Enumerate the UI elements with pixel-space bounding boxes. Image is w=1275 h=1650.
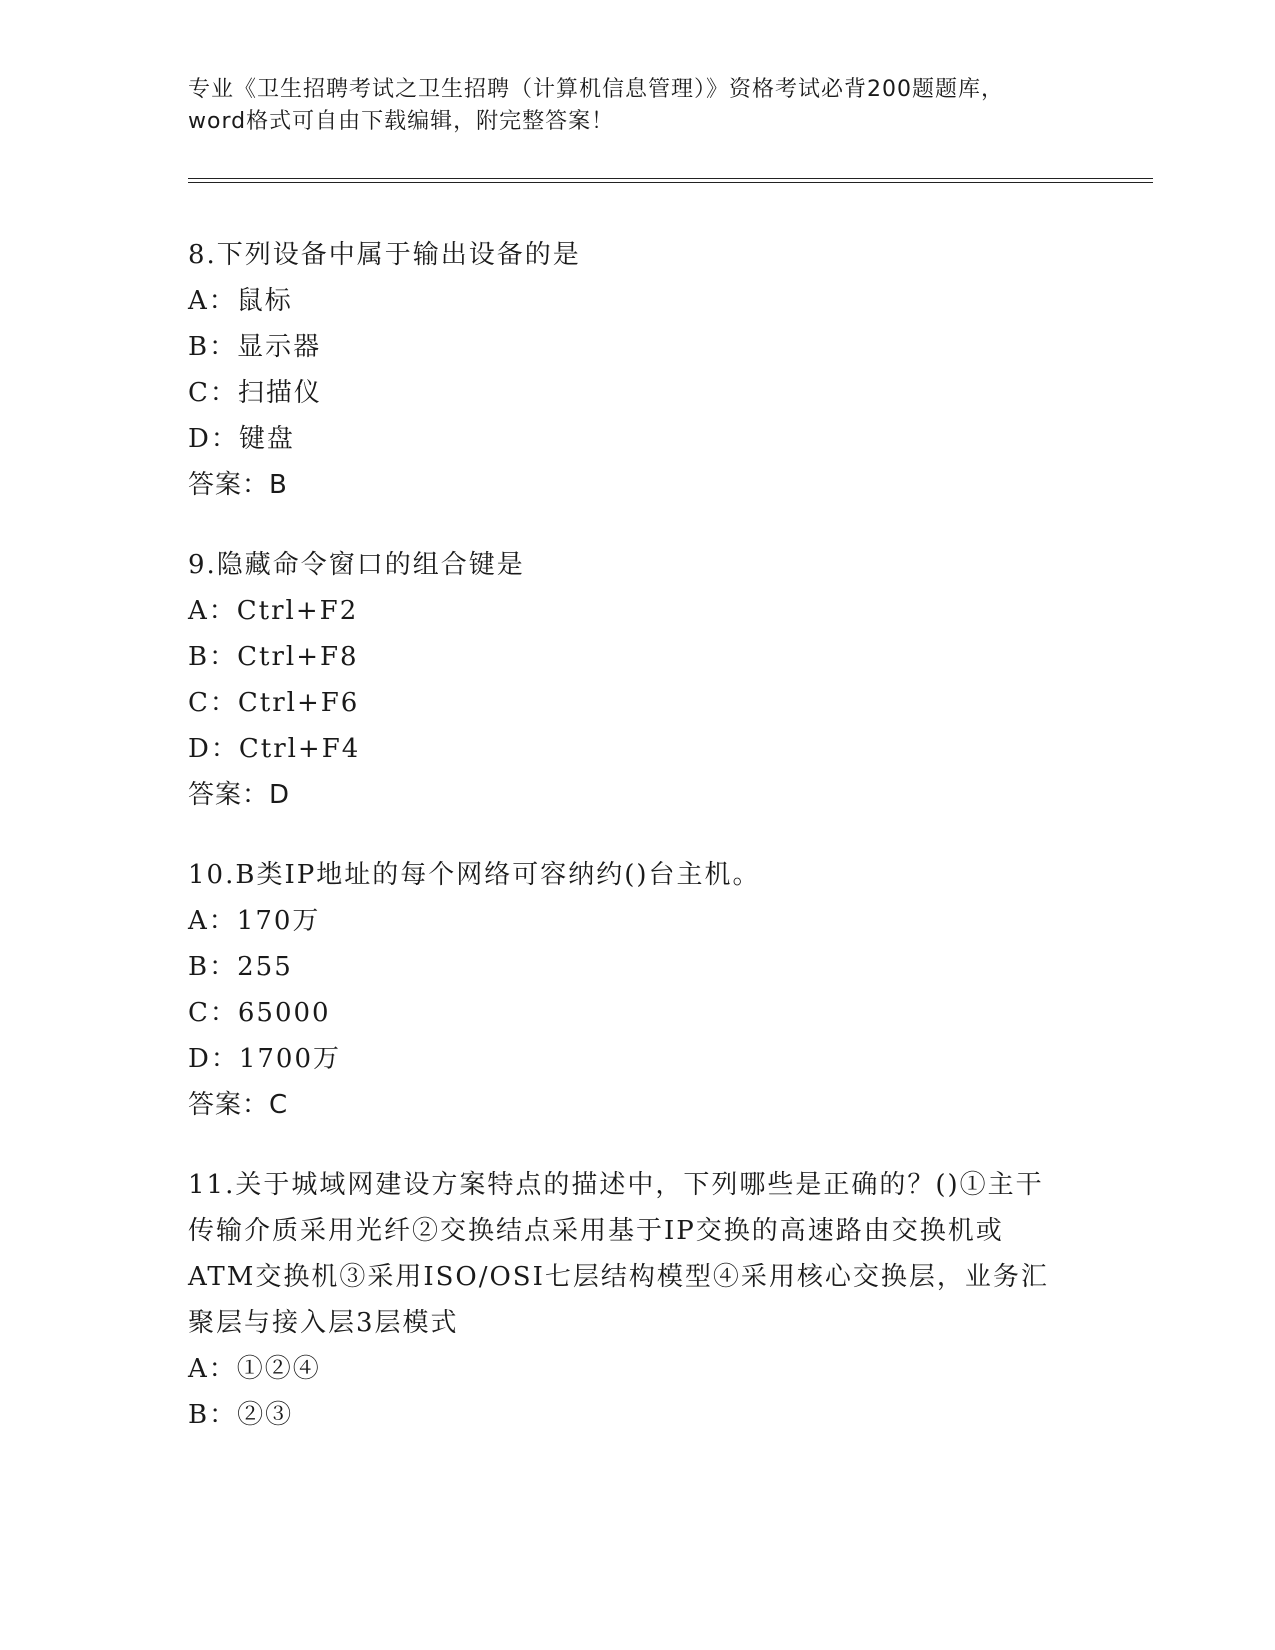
question-title: 9.隐藏命令窗口的组合键是 bbox=[188, 550, 525, 580]
header-divider bbox=[188, 178, 1153, 183]
option-a: A：鼠标 bbox=[188, 286, 293, 316]
question-title: 8.下列设备中属于输出设备的是 bbox=[188, 240, 581, 270]
option-d: D：Ctrl+F4 bbox=[188, 734, 361, 764]
option-b: B：显示器 bbox=[188, 332, 322, 362]
question-9 bbox=[188, 542, 1088, 818]
answer-line: 答案：B bbox=[188, 470, 288, 500]
option-d: D：键盘 bbox=[188, 424, 295, 454]
option-a: A：170万 bbox=[188, 906, 321, 936]
option-b: B：255 bbox=[188, 952, 293, 982]
option-c: C：扫描仪 bbox=[188, 378, 322, 408]
option-d: D：1700万 bbox=[188, 1044, 342, 1074]
question-11 bbox=[188, 1162, 1088, 1438]
question-title bbox=[188, 1162, 1088, 1346]
option-b: B：Ctrl+F8 bbox=[188, 642, 359, 672]
question-title: 10.B类IP地址的每个网络可容纳约()台主机。 bbox=[188, 860, 761, 890]
option-a: A：Ctrl+F2 bbox=[188, 596, 359, 626]
header-line-2: word格式可自由下载编辑，附完整答案！ bbox=[188, 109, 615, 134]
document-header bbox=[188, 74, 1088, 138]
question-8 bbox=[188, 232, 1088, 508]
header-line-1: 专业《卫生招聘考试之卫生招聘（计算机信息管理）》资格考试必背200题题库， bbox=[188, 77, 1004, 102]
option-c: C：Ctrl+F6 bbox=[188, 688, 360, 718]
questions-list bbox=[188, 232, 1088, 1472]
answer-line: 答案：D bbox=[188, 780, 291, 810]
option-a: A：①②④ bbox=[188, 1354, 321, 1384]
option-c: C：65000 bbox=[188, 998, 331, 1028]
question-title-line: 11.关于城域网建设方案特点的描述中，下列哪些是正确的？()①主干 bbox=[188, 1170, 1044, 1200]
option-b: B：②③ bbox=[188, 1400, 294, 1430]
question-10 bbox=[188, 852, 1088, 1128]
question-title-line: ATM交换机③采用ISO/OSI七层结构模型④采用核心交换层，业务汇 bbox=[188, 1262, 1049, 1292]
answer-line: 答案：C bbox=[188, 1090, 289, 1120]
question-title-line: 传输介质采用光纤②交换结点采用基于IP交换的高速路由交换机或 bbox=[188, 1216, 1004, 1246]
question-title-line: 聚层与接入层3层模式 bbox=[188, 1308, 459, 1338]
